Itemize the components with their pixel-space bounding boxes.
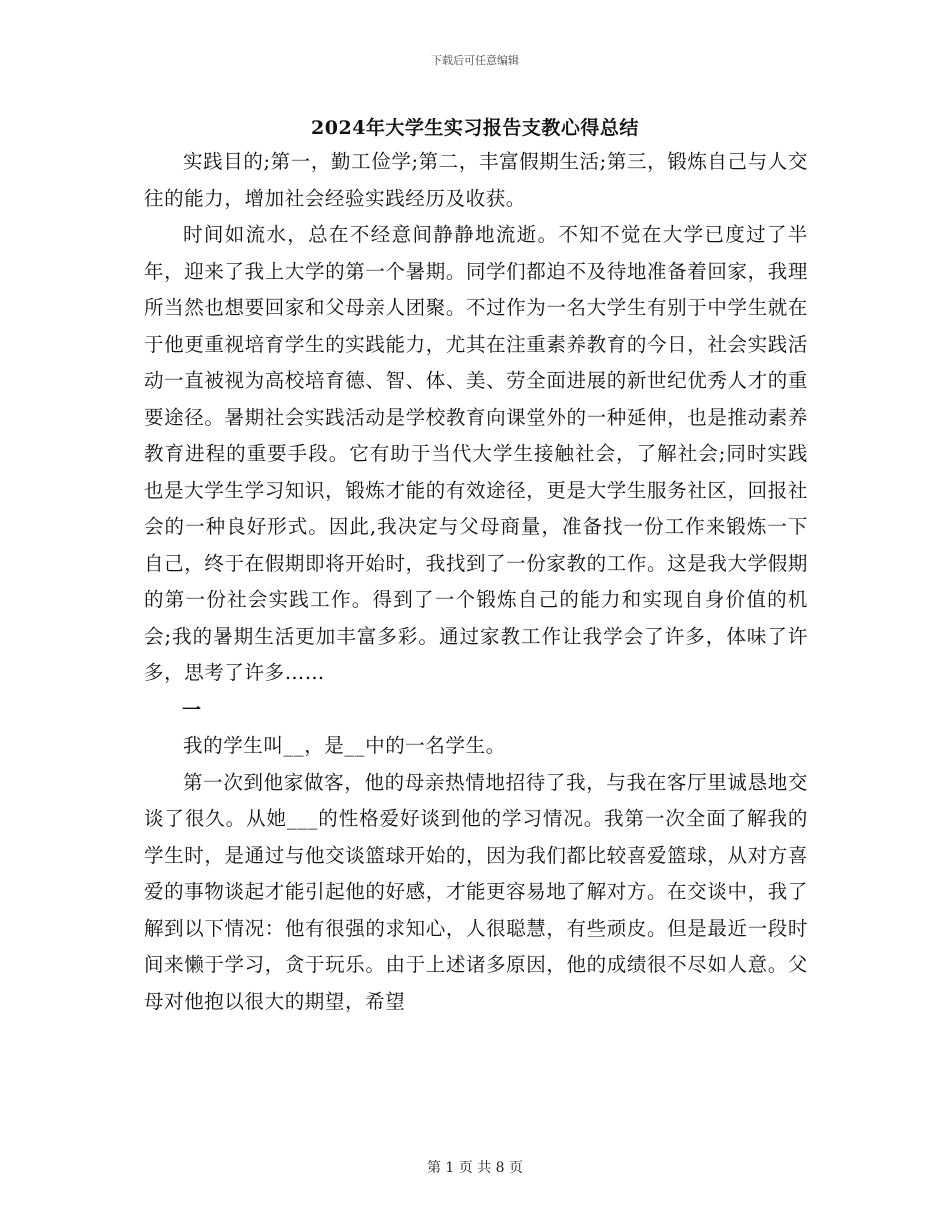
paragraph-introduction: 时间如流水，总在不经意间静静地流逝。不知不觉在大学已度过了半年，迎来了我上大学的第一个暑期。同学们都迫不及待地准备着回家，我理所当然也想要回家和父母亲人团聚。不过作为一名大学生有别于中学生就在于他更重视培育学生的实践能力，尤其在注重素养教育的今日，社会实践活动一直被视为高校培育德、智、体、美、劳全面进展的新世纪优秀人才的重要途径。暑期社会实践活动是学校教育向课堂外的一种延伸，也是推动素养教育进程的重要手段。它有助于当代大学生接触社会，了解社会;同时实践也是大学生学习知识，锻炼才能的有效途径，更是大学生服务社区，回报社会的一种良好形式。因此,我决定与父母商量，准备找一份工作来锻炼一下自己，终于在假期即将开始时，我找到了一份家教的工作。这是我大学假期的第一份社会实践工作。得到了一个锻炼自己的能力和实现自身价值的机会;我的暑期生活更加丰富多彩。通过家教工作让我学会了许多，体味了许多，思考了许多…… [144, 223, 808, 684]
paragraph-first-visit: 第一次到他家做客，他的母亲热情地招待了我，与我在客厅里诚恳地交谈了很久。从她___的性格爱好谈到他的学习情况。我第一次全面了解我的学生时，是通过与他交谈篮球开始的，因为我们都比较喜爱篮球，从对方喜爱的事物谈起才能引起他的好感，才能更容易地了解对方。在交谈中，我了解到以下情况：他有很强的求知心，人很聪慧，有些顽皮。但是最近一段时间来懒于学习，贪于玩乐。由于上述诸多原因，他的成绩很不尽如人意。父母对他抱以很大的期望，希望 [144, 770, 808, 1013]
page-number-footer: 第 1 页 共 8 页 [426, 1160, 524, 1176]
section-heading-one: 一 [182, 698, 202, 721]
page-header-note: 下载后可任意编辑 [431, 54, 519, 67]
document-title: 2024年大学生实习报告支教心得总结 [311, 117, 639, 139]
document-body [144, 144, 808, 1020]
paragraph-student-intro: 我的学生叫__，是__中的一名学生。 [183, 734, 506, 757]
paragraph-purpose: 实践目的;第一，勤工俭学;第二，丰富假期生活;第三，锻炼自己与人交往的能力，增加社会经验实践经历及收获。 [144, 150, 808, 210]
